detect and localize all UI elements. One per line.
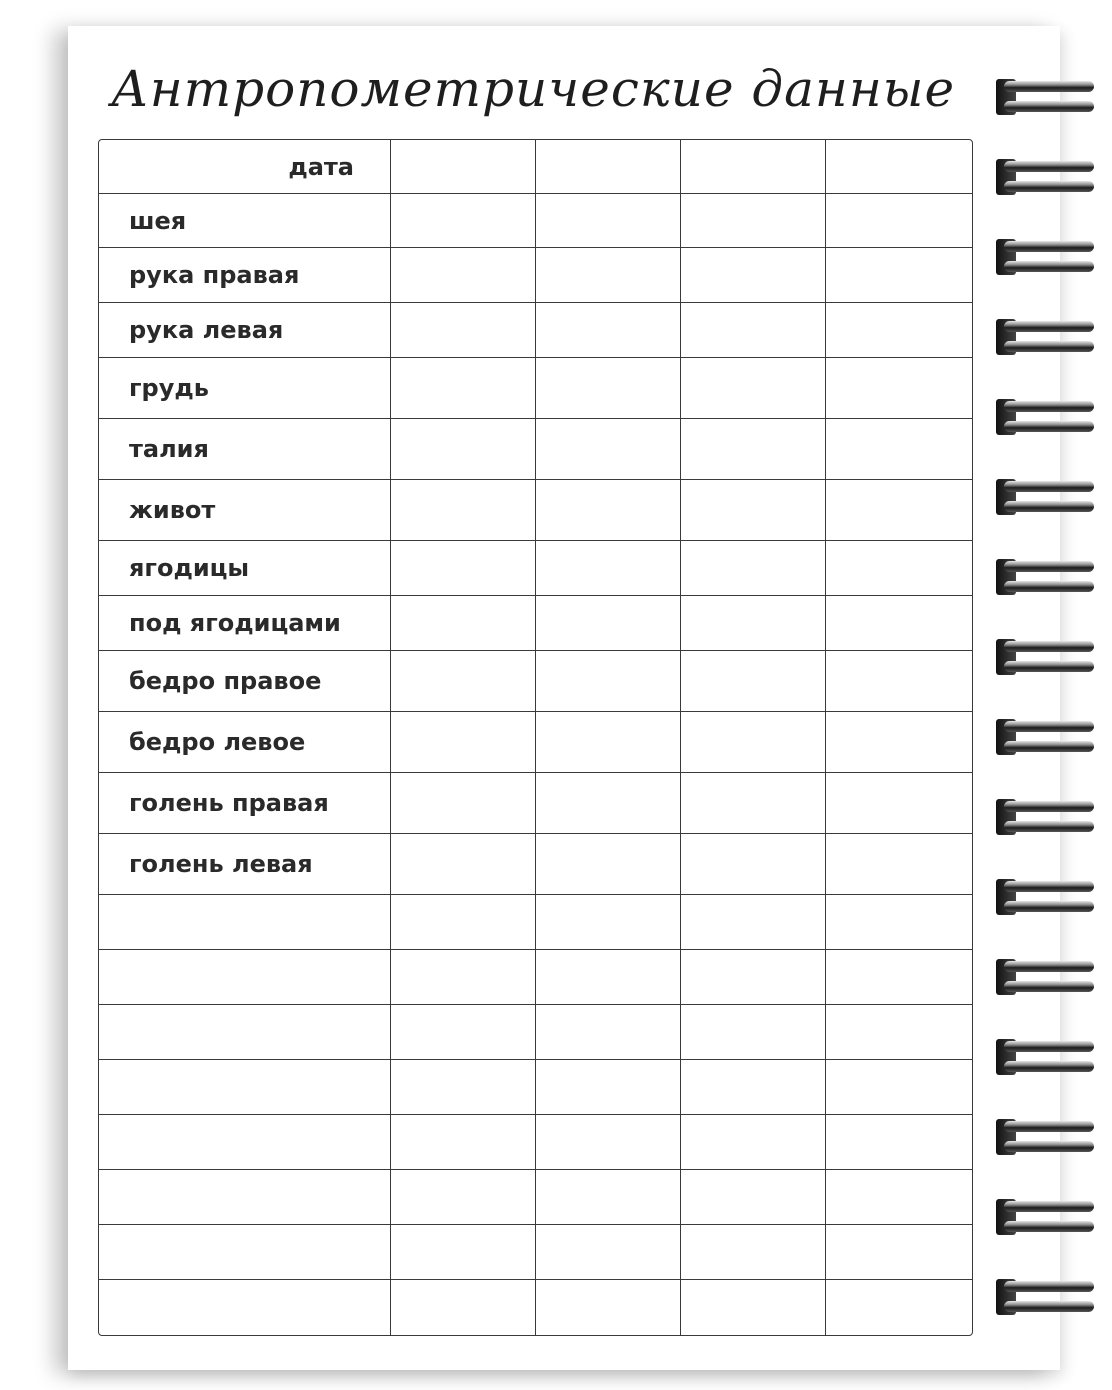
measurements-table — [98, 139, 973, 1336]
value-cell[interactable] — [681, 1115, 826, 1170]
value-cell[interactable] — [681, 480, 826, 541]
table-row — [99, 651, 972, 712]
value-cell[interactable] — [536, 480, 681, 541]
value-cell[interactable] — [536, 1005, 681, 1060]
binding-ring — [996, 1199, 1094, 1235]
table-row — [99, 895, 972, 950]
row-label[interactable] — [99, 950, 391, 1005]
table-row — [99, 194, 972, 248]
table-row — [99, 480, 972, 541]
table-row — [99, 358, 972, 419]
value-cell[interactable] — [536, 712, 681, 773]
table-row — [99, 541, 972, 596]
binding-ring — [996, 79, 1094, 115]
value-cell[interactable] — [681, 248, 826, 303]
value-cell[interactable] — [826, 895, 972, 950]
date-label: дата — [99, 140, 391, 194]
value-cell[interactable] — [391, 834, 536, 895]
value-cell[interactable] — [681, 1170, 826, 1225]
value-cell[interactable] — [681, 596, 826, 651]
table-row — [99, 419, 972, 480]
value-cell[interactable] — [826, 358, 972, 419]
value-cell[interactable] — [536, 895, 681, 950]
table-row — [99, 1170, 972, 1225]
value-cell[interactable] — [681, 1060, 826, 1115]
row-label: голень правая — [99, 773, 391, 834]
value-cell[interactable] — [391, 1280, 536, 1335]
date-cell[interactable] — [681, 140, 826, 194]
value-cell[interactable] — [681, 358, 826, 419]
value-cell[interactable] — [536, 1170, 681, 1225]
binding-ring — [996, 399, 1094, 435]
table-row — [99, 834, 972, 895]
value-cell[interactable] — [536, 303, 681, 358]
row-label[interactable] — [99, 1115, 391, 1170]
binding-ring — [996, 159, 1094, 195]
binding-ring — [996, 1119, 1094, 1155]
value-cell[interactable] — [826, 194, 972, 248]
table-row — [99, 1115, 972, 1170]
value-cell[interactable] — [681, 194, 826, 248]
value-cell[interactable] — [826, 303, 972, 358]
value-cell[interactable] — [681, 419, 826, 480]
value-cell[interactable] — [391, 596, 536, 651]
value-cell[interactable] — [826, 773, 972, 834]
value-cell[interactable] — [536, 651, 681, 712]
table-row — [99, 773, 972, 834]
value-cell[interactable] — [826, 596, 972, 651]
value-cell[interactable] — [826, 834, 972, 895]
row-label[interactable] — [99, 1060, 391, 1115]
value-cell[interactable] — [391, 303, 536, 358]
value-cell[interactable] — [536, 1280, 681, 1335]
table-row — [99, 1225, 972, 1280]
binding-ring — [996, 1279, 1094, 1315]
table-header-row — [99, 140, 972, 194]
value-cell[interactable] — [391, 1225, 536, 1280]
value-cell[interactable] — [536, 541, 681, 596]
value-cell[interactable] — [536, 419, 681, 480]
table-row — [99, 950, 972, 1005]
value-cell[interactable] — [536, 950, 681, 1005]
value-cell[interactable] — [681, 1225, 826, 1280]
row-label: голень левая — [99, 834, 391, 895]
value-cell[interactable] — [826, 1280, 972, 1335]
table-row — [99, 596, 972, 651]
page-title: Антропометрические данные — [110, 60, 956, 118]
date-cell[interactable] — [391, 140, 536, 194]
value-cell[interactable] — [681, 303, 826, 358]
row-label: бедро левое — [99, 712, 391, 773]
date-cell[interactable] — [536, 140, 681, 194]
value-cell[interactable] — [391, 194, 536, 248]
value-cell[interactable] — [681, 950, 826, 1005]
value-cell[interactable] — [536, 834, 681, 895]
table-row — [99, 1280, 972, 1335]
row-label: рука правая — [99, 248, 391, 303]
value-cell[interactable] — [391, 541, 536, 596]
row-label[interactable] — [99, 1170, 391, 1225]
value-cell[interactable] — [681, 1280, 826, 1335]
value-cell[interactable] — [826, 1060, 972, 1115]
row-label: бедро правое — [99, 651, 391, 712]
value-cell[interactable] — [681, 712, 826, 773]
binding-ring — [996, 719, 1094, 755]
value-cell[interactable] — [681, 834, 826, 895]
binding-ring — [996, 879, 1094, 915]
value-cell[interactable] — [391, 950, 536, 1005]
row-label: под ягодицами — [99, 596, 391, 651]
value-cell[interactable] — [391, 1005, 536, 1060]
table-row — [99, 1005, 972, 1060]
value-cell[interactable] — [391, 712, 536, 773]
value-cell[interactable] — [826, 1115, 972, 1170]
row-label: живот — [99, 480, 391, 541]
value-cell[interactable] — [536, 1225, 681, 1280]
value-cell[interactable] — [826, 1170, 972, 1225]
value-cell[interactable] — [536, 1060, 681, 1115]
binding-ring — [996, 479, 1094, 515]
value-cell[interactable] — [826, 1005, 972, 1060]
value-cell[interactable] — [536, 596, 681, 651]
value-cell[interactable] — [826, 480, 972, 541]
table-row — [99, 1060, 972, 1115]
value-cell[interactable] — [391, 773, 536, 834]
value-cell[interactable] — [536, 358, 681, 419]
row-label: рука левая — [99, 303, 391, 358]
table-row — [99, 303, 972, 358]
value-cell[interactable] — [826, 950, 972, 1005]
value-cell[interactable] — [681, 651, 826, 712]
value-cell[interactable] — [826, 1225, 972, 1280]
value-cell[interactable] — [826, 651, 972, 712]
spiral-binding — [992, 0, 1112, 1390]
row-label[interactable] — [99, 1005, 391, 1060]
value-cell[interactable] — [681, 1005, 826, 1060]
value-cell[interactable] — [681, 541, 826, 596]
date-cell[interactable] — [826, 140, 972, 194]
value-cell[interactable] — [826, 248, 972, 303]
value-cell[interactable] — [536, 194, 681, 248]
value-cell[interactable] — [391, 895, 536, 950]
value-cell[interactable] — [391, 1115, 536, 1170]
row-label[interactable] — [99, 1225, 391, 1280]
row-label: ягодицы — [99, 541, 391, 596]
row-label: шея — [99, 194, 391, 248]
row-label[interactable] — [99, 1280, 391, 1335]
value-cell[interactable] — [391, 1060, 536, 1115]
binding-ring — [996, 239, 1094, 275]
row-label: талия — [99, 419, 391, 480]
binding-ring — [996, 639, 1094, 675]
value-cell[interactable] — [536, 1115, 681, 1170]
value-cell[interactable] — [826, 712, 972, 773]
value-cell[interactable] — [391, 480, 536, 541]
value-cell[interactable] — [826, 541, 972, 596]
binding-ring — [996, 799, 1094, 835]
value-cell[interactable] — [391, 651, 536, 712]
binding-ring — [996, 319, 1094, 355]
table-row — [99, 248, 972, 303]
value-cell[interactable] — [536, 773, 681, 834]
binding-ring — [996, 1039, 1094, 1075]
value-cell[interactable] — [391, 1170, 536, 1225]
row-label[interactable] — [99, 895, 391, 950]
value-cell[interactable] — [681, 773, 826, 834]
value-cell[interactable] — [536, 248, 681, 303]
row-label: грудь — [99, 358, 391, 419]
table-row — [99, 712, 972, 773]
value-cell[interactable] — [681, 895, 826, 950]
value-cell[interactable] — [391, 248, 536, 303]
binding-ring — [996, 959, 1094, 995]
binding-ring — [996, 559, 1094, 595]
value-cell[interactable] — [391, 419, 536, 480]
value-cell[interactable] — [826, 419, 972, 480]
value-cell[interactable] — [391, 358, 536, 419]
